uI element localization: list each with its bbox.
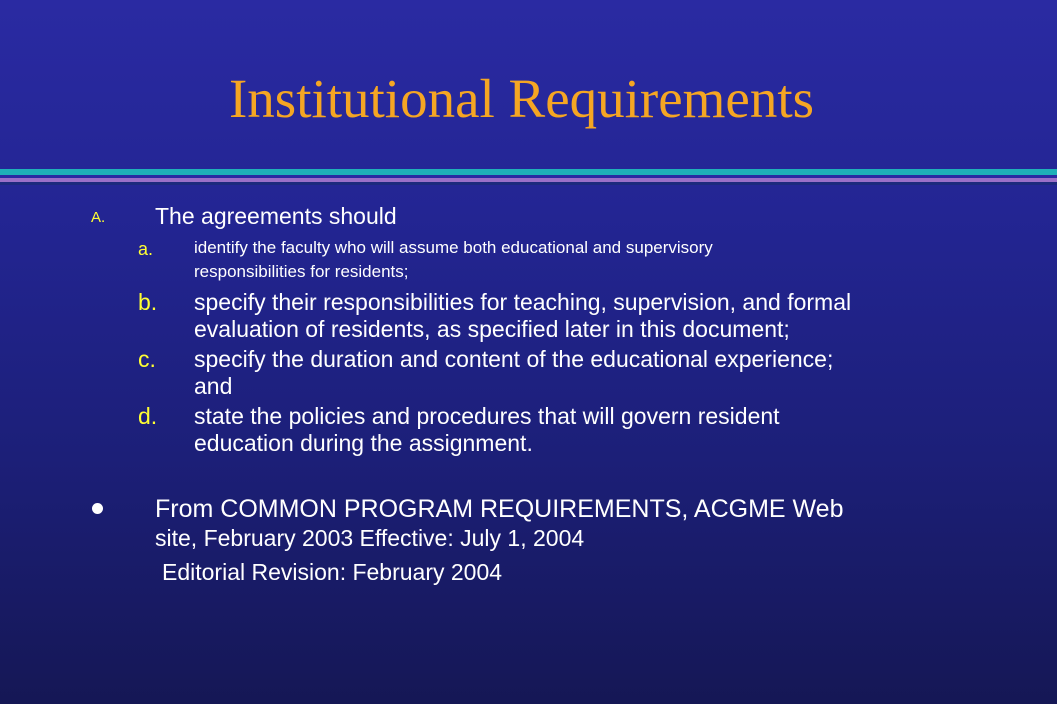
section-marker: A.	[91, 209, 106, 226]
item-marker-d: d.	[138, 403, 158, 429]
item-d-line-1: state the policies and procedures that will govern resident	[194, 403, 780, 429]
source-line-2: site, February 2003 Effective: July 1, 2004	[155, 525, 585, 551]
item-marker-b: b.	[138, 289, 158, 315]
item-marker-c: c.	[138, 346, 156, 372]
item-c-line-1: specify the duration and content of the educational experience;	[194, 346, 834, 372]
section-heading: The agreements should	[155, 203, 397, 229]
bullet-dot-icon	[92, 503, 103, 514]
item-marker-a: a.	[138, 239, 154, 259]
item-c-line-2: and	[194, 373, 233, 399]
source-line-3: Editorial Revision: February 2004	[162, 559, 503, 585]
title-rule-shadow	[0, 182, 1057, 185]
item-b-line-2: evaluation of residents, as specified later in this document;	[194, 316, 790, 342]
item-a-line-2: responsibilities for residents;	[194, 262, 409, 281]
slide-title: Institutional Requirements	[228, 68, 815, 129]
item-d-line-2: education during the assignment.	[194, 430, 533, 456]
item-a-line-1: identify the faculty who will assume both educational and supervisory	[194, 238, 713, 257]
source-line-1: From COMMON PROGRAM REQUIREMENTS, ACGME Web	[155, 495, 844, 523]
item-b-line-1: specify their responsibilities for teaching, supervision, and formal	[194, 289, 852, 315]
